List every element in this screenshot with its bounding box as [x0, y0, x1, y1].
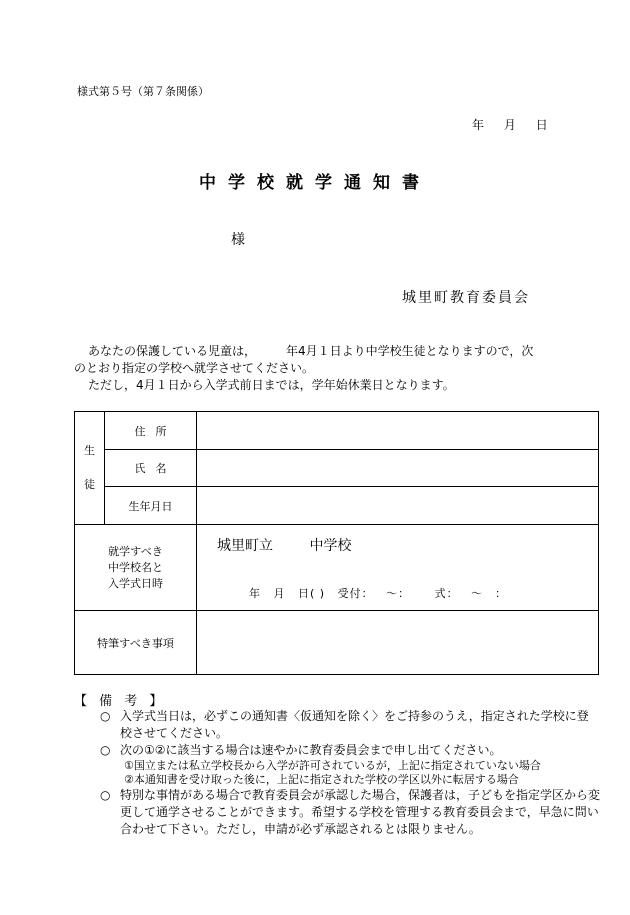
address-label: 住所	[134, 424, 177, 438]
school-label-cell	[75, 525, 197, 611]
notes-title: 【 備 考 】	[74, 694, 167, 709]
issuer: 城里町教育委員会	[402, 290, 530, 306]
addressee-suffix: 様	[231, 232, 245, 248]
circle-bullet-icon: ○	[100, 788, 111, 802]
note-subitem-2: ②本通知書を受け取った後に，上記に指定された学校の学区以外に転居する場合	[124, 773, 519, 786]
school-name	[217, 535, 351, 555]
table-row	[75, 450, 599, 487]
school-value-cell[interactable]	[197, 525, 599, 611]
date-year: 年	[472, 118, 485, 132]
date-month: 月	[503, 118, 516, 132]
birthdate-value-cell[interactable]	[197, 487, 599, 525]
address-value-cell[interactable]	[197, 412, 599, 450]
school-label-line-1: 就学すべき	[108, 544, 163, 558]
table-row	[75, 487, 599, 525]
student-head-char-2: 徒	[84, 478, 95, 491]
student-head-cell	[75, 412, 105, 525]
notes-list	[100, 708, 600, 838]
remarks-value-cell[interactable]	[197, 611, 599, 675]
intro-line-2: のとおり指定の学校へ就学させてください。	[74, 361, 315, 375]
ceremony-year: 年	[249, 587, 261, 600]
school-suffix: 中学校	[309, 538, 352, 554]
ceremony-datetime	[249, 585, 515, 601]
circle-bullet-icon: ○	[100, 743, 111, 757]
date-line	[472, 116, 564, 133]
table-row	[75, 412, 599, 450]
date-day: 日	[535, 118, 548, 132]
note-item	[100, 708, 600, 742]
remarks-label-cell	[75, 611, 197, 675]
birthdate-label: 生年月日	[128, 499, 173, 513]
ceremony-label: 式：	[434, 587, 459, 600]
form-number: 様式第５号（第７条関係）	[77, 85, 209, 98]
table-row	[75, 611, 599, 675]
remarks-label: 特筆すべき事項	[97, 636, 174, 650]
name-label: 氏名	[134, 462, 177, 475]
name-value-cell[interactable]	[197, 450, 599, 487]
note-text-1: 入学式当日は，必ずこの通知書〈仮通知を除く〉をご持参のうえ，指定された学校に登校させてください。	[120, 709, 589, 740]
note-subitem-1: ①国立または私立学校長から入学が許可されているが，上記に指定されていない場合	[124, 759, 541, 772]
intro-paragraph	[74, 343, 574, 394]
document-title: 中学校就学通知書	[199, 173, 431, 193]
note-text-2: 次の①②に該当する場合は速やかに教育委員会まで申し出てください。	[120, 743, 502, 757]
circle-bullet-icon: ○	[100, 709, 111, 723]
note-item	[100, 742, 600, 759]
school-prefix: 城里町立	[217, 538, 273, 554]
reception-separator: ～：	[386, 587, 411, 600]
note-item	[100, 787, 600, 838]
intro-line-3: ただし，4月１日から入学式前日までは，学年始休業日となります。	[88, 378, 455, 392]
school-label-line-3: 入学式日時	[108, 576, 163, 590]
reception-label: 受付：	[337, 587, 374, 600]
student-info-table	[74, 411, 599, 675]
intro-line-1: あなたの保護している児童は， 年4月１日より中学校生徒となりますので，次	[88, 344, 534, 358]
school-label-line-2: 中学校名と	[108, 560, 163, 574]
note-text-3: 特別な事情がある場合で教育委員会が承認した場合，保護者は，子どもを指定学区から変更して通学させることができます。希望する学校を管理する教育委員会まで，早急に問い合わせて下さい。ただし，申請が必ず承認されるとは限りません。	[120, 788, 601, 836]
name-label-cell	[105, 450, 197, 487]
ceremony-day: 日( )	[298, 587, 326, 600]
address-label-cell	[105, 412, 197, 450]
table-row	[75, 525, 599, 611]
ceremony-month: 月	[273, 587, 286, 600]
birthdate-label-cell	[105, 487, 197, 525]
ceremony-separator: ～ ：	[471, 587, 508, 600]
student-head-char-1: 生	[84, 444, 95, 457]
